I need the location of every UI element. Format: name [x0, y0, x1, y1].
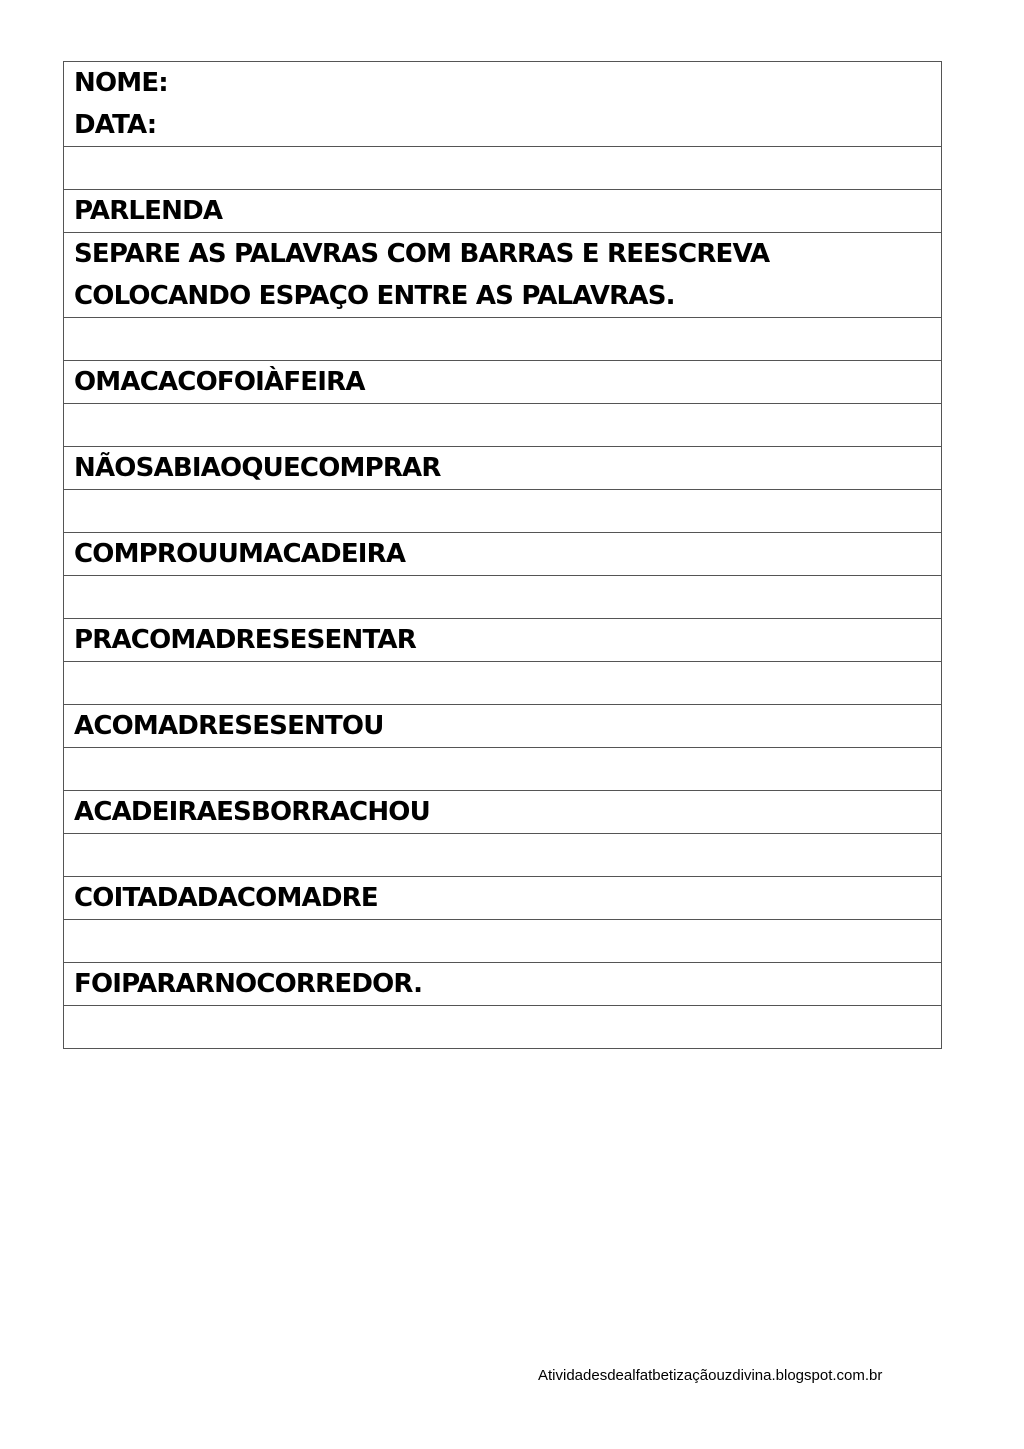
instructions-row — [64, 233, 942, 318]
exercise-row — [64, 877, 942, 920]
answer-cell[interactable] — [64, 920, 942, 963]
blank-row — [64, 1006, 942, 1049]
exercise-row — [64, 705, 942, 748]
exercise-sentence-1: OMACACOFOIÀFEIRA — [64, 361, 942, 404]
blank-row — [64, 318, 942, 361]
blank-row — [64, 490, 942, 533]
title-row — [64, 190, 942, 233]
exercise-sentence-8: FOIPARARNOCORREDOR. — [64, 963, 942, 1006]
exercise-sentence-2: NÃOSABIAOQUECOMPRAR — [64, 447, 942, 490]
blank-row — [64, 748, 942, 791]
blank-row — [64, 662, 942, 705]
answer-cell[interactable] — [64, 318, 942, 361]
footer-credit: Atividadesdealfatbetizaçãouzdivina.blogspot.com.br — [538, 1367, 883, 1384]
exercise-row — [64, 791, 942, 834]
instructions-line-2: COLOCANDO ESPAÇO ENTRE AS PALAVRAS. — [74, 281, 675, 311]
worksheet-table — [63, 61, 942, 1049]
worksheet-title: PARLENDA — [64, 190, 942, 233]
answer-cell[interactable] — [64, 576, 942, 619]
answer-cell[interactable] — [64, 1006, 942, 1049]
date-label: DATA: — [74, 110, 157, 140]
exercise-row — [64, 619, 942, 662]
answer-cell[interactable] — [64, 748, 942, 791]
blank-row — [64, 404, 942, 447]
blank-row — [64, 920, 942, 963]
name-date-cell — [64, 62, 942, 147]
answer-cell[interactable] — [64, 834, 942, 877]
exercise-row — [64, 447, 942, 490]
blank-row — [64, 147, 942, 190]
answer-cell[interactable] — [64, 404, 942, 447]
blank-row — [64, 834, 942, 877]
answer-cell[interactable] — [64, 147, 942, 190]
instructions-line-1: SEPARE AS PALAVRAS COM BARRAS E REESCREVA — [74, 239, 770, 269]
exercise-sentence-4: PRACOMADRESESENTAR — [64, 619, 942, 662]
exercise-row — [64, 963, 942, 1006]
header-row — [64, 62, 942, 147]
answer-cell[interactable] — [64, 490, 942, 533]
exercise-sentence-5: ACOMADRESESENTOU — [64, 705, 942, 748]
exercise-row — [64, 533, 942, 576]
answer-cell[interactable] — [64, 662, 942, 705]
exercise-sentence-7: COITADADACOMADRE — [64, 877, 942, 920]
instructions-cell — [64, 233, 942, 318]
name-label: NOME: — [74, 68, 168, 98]
blank-row — [64, 576, 942, 619]
exercise-sentence-6: ACADEIRAESBORRACHOU — [64, 791, 942, 834]
exercise-row — [64, 361, 942, 404]
exercise-sentence-3: COMPROUUMACADEIRA — [64, 533, 942, 576]
